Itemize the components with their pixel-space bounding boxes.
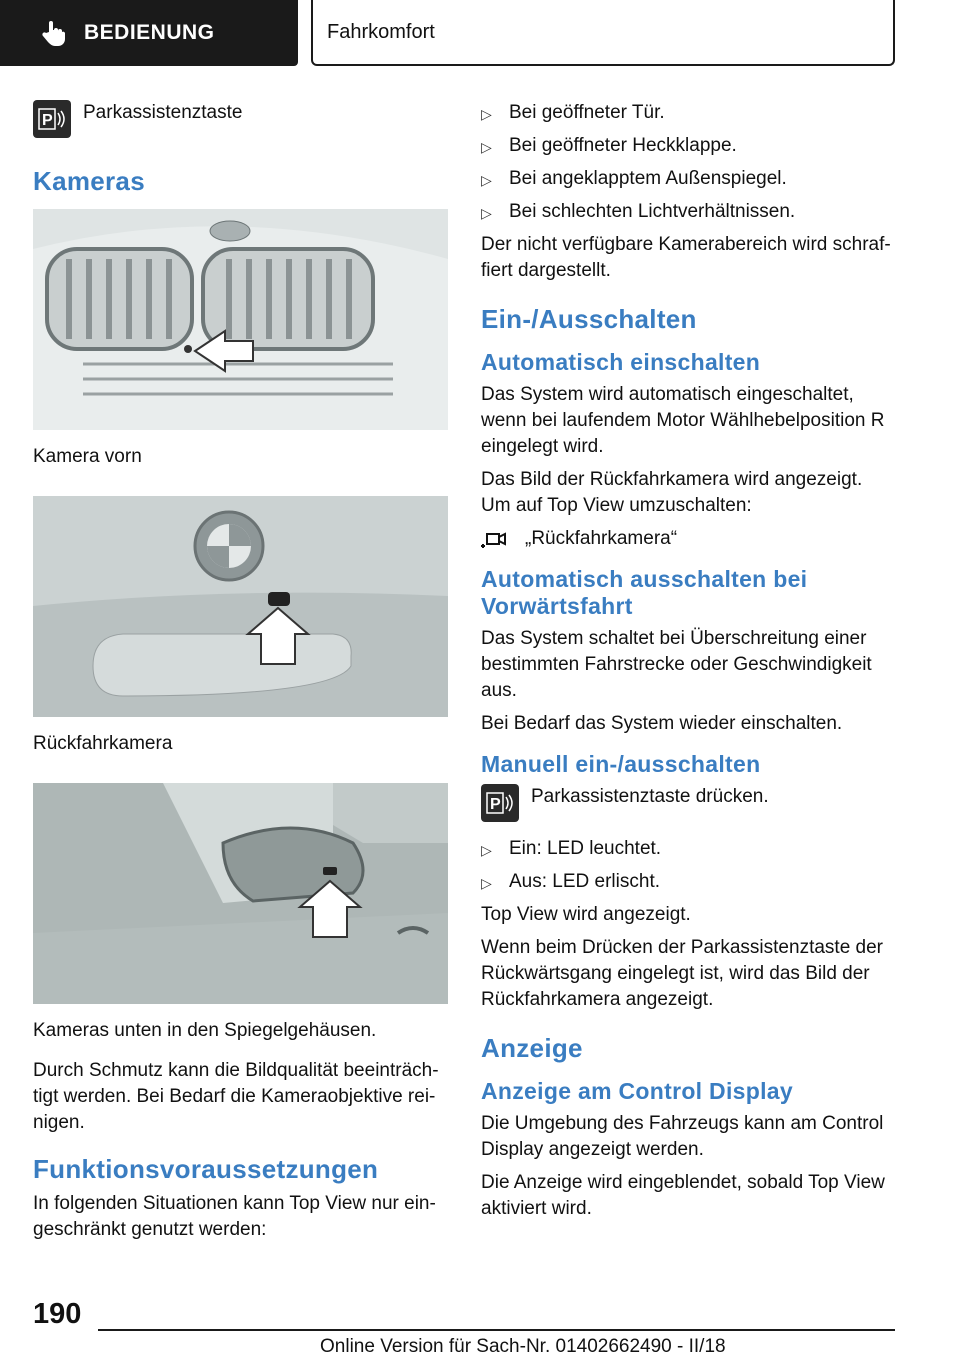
list-item: ▷ Aus: LED erlischt. [481, 871, 660, 892]
chapter-title-box [311, 0, 895, 66]
page-number: 190 [33, 1298, 82, 1330]
rear-cam-label: „Rückfahrkamera“ [525, 528, 678, 549]
display-heading: Anzeige [481, 1033, 583, 1063]
auto-on-heading: Automatisch einschalten [481, 349, 761, 375]
left-column [33, 100, 448, 1250]
manual-button-line [481, 784, 895, 822]
auto-on-text-2: Das Bild der Rückfahrkamera wird angezeigt. Um auf Top View umzuschalten: [481, 469, 863, 516]
dirt-text: Durch Schmutz kann die Bildqualität beeinträchtigt werden. Bei Bedarf die Kameraobjektive reinigen. [33, 1060, 439, 1133]
chapter-title: Fahrkomfort [327, 20, 435, 43]
kameras-heading: Kameras [33, 166, 145, 196]
park-assist-button-label: Parkassistenztaste [83, 102, 243, 123]
rear-camera-photo [33, 496, 448, 717]
cd-text-2: Die Anzeige wird eingeblendet, sobald Top View aktiviert wird. [481, 1172, 885, 1219]
park-assist-button-icon [33, 100, 71, 138]
cd-text-1: Die Umgebung des Fahrzeugs kann am Control Display angezeigt werden. [481, 1113, 884, 1160]
section-label: BEDIENUNG [84, 21, 215, 44]
mirror-camera-photo [33, 783, 448, 1004]
list-item: ▷ Bei geöffneter Heckklappe. [481, 135, 737, 156]
rear-cam-line [481, 526, 895, 552]
front-camera-photo [33, 209, 448, 430]
park-assist-button-line [33, 100, 448, 138]
svg-text:P: P [42, 112, 53, 129]
led-list [481, 836, 895, 896]
list-item: ▷ Bei angeklapptem Außenspiegel. [481, 168, 787, 189]
reverse-text: Wenn beim Drücken der Parkassistenztaste der Rückwärtsgang eingelegt ist, wird das Bild der Rückfahrkamera angezeigt. [481, 937, 883, 1010]
auto-off-text-2: Bei Bedarf das System wieder einschalten. [481, 713, 843, 734]
footer-note: Online Version für Sach-Nr. 01402662490 - II/18 [320, 1336, 726, 1357]
conditions-list [481, 100, 895, 226]
right-column [481, 100, 895, 1229]
list-item: ▷ Ein: LED leuchtet. [481, 838, 662, 859]
list-item: ▷ Bei geöffneter Tür. [481, 102, 665, 123]
cd-heading: Anzeige am Control Display [481, 1078, 793, 1104]
svg-text:P: P [490, 796, 501, 813]
onoff-heading: Ein-/Ausschalten [481, 304, 697, 334]
manual-heading: Manuell ein-/ausschalten [481, 751, 761, 777]
auto-off-text-1: Das System schaltet bei Überschreitung einer bestimmten Fahrstrecke oder Geschwindigkeit aus. [481, 628, 872, 701]
front-camera-caption: Kamera vorn [33, 446, 142, 467]
mirror-camera-caption: Kameras unten in den Spiegelgehäusen. [33, 1020, 377, 1041]
manual-button-text: Parkassistenztaste drücken. [531, 786, 769, 807]
func-text: In folgenden Situationen kann Top View nur eingeschränkt genutzt werden: [33, 1193, 436, 1240]
rear-camera-caption: Rückfahrkamera [33, 733, 173, 754]
func-heading: Funktionsvoraussetzungen [33, 1154, 379, 1184]
section-tab[interactable] [0, 0, 298, 66]
footer-rule [98, 1329, 895, 1331]
hand-pointer-icon [40, 19, 68, 47]
auto-on-text-1: Das System wird automatisch eingeschaltet, wenn bei laufendem Motor Wählhebelposition R eingelegt wird. [481, 384, 885, 457]
auto-off-heading: Automatisch ausschalten bei Vorwärtsfahrt [481, 566, 808, 619]
rear-camera-icon [481, 526, 513, 552]
list-item: ▷ Bei schlechten Lichtverhältnissen. [481, 201, 796, 222]
park-assist-button-icon [481, 784, 519, 822]
topview-text: Top View wird angezeigt. [481, 904, 691, 925]
unavailable-text: Der nicht verfügbare Kamerabereich wird schraffiert dargestellt. [481, 234, 891, 281]
